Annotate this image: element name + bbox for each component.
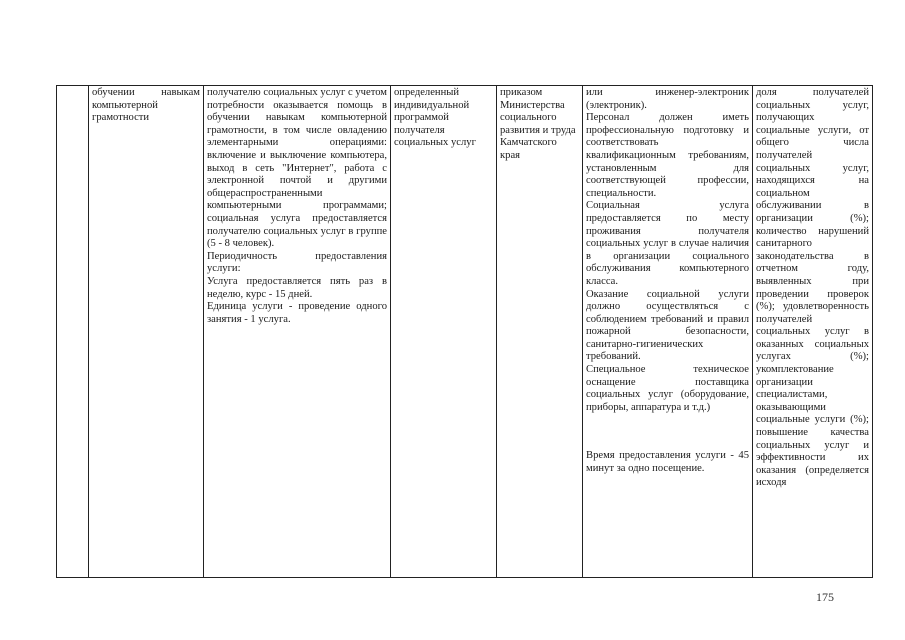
quality-indicators-cell: [753, 86, 873, 578]
conditions-paragraph: Оказание социальной услуги должно осуществляться с соблюдением требований и правил пожарной безопасности, санитарно-гигиенических требований.: [586, 288, 749, 363]
conditions-cell: [583, 86, 753, 578]
services-table: [56, 85, 873, 578]
service-volume-cell: [391, 86, 497, 578]
quality-indicators-text: доля получателей социальных услуг, получающих социальные услуги, от общего числа получателей социальных услуг, находящихся на социальном обслуживании в организации (%); количество нарушений санитарного законодательства в отчетном году, выявленных при проведении проверок (%); удовлетворенность получателей социальных услуг в оказанных социальных услугах (%); укомплектование организации специалистами, оказывающими социальные услуги (%); повышение качества социальных услуг и эффективности их оказания (определяется исходя: [756, 87, 869, 489]
table-row: [57, 86, 873, 578]
tariff-cell: [497, 86, 583, 578]
conditions-paragraph: Социальная услуга предоставляется по месту проживания получателя социальных услуг в случае наличия в организации социального обслуживания компьютерного класса.: [586, 200, 749, 287]
description-paragraph: получателю социальных услуг с учетом потребности оказывается помощь в обучении навыкам компьютерной грамотности, в том числе овладению элементарными операциями: включение и выключение компьютера, выход в сеть "Интернет", работа с электронной почтой и другими общераспространенными компьютерными программами; социальная услуга предоставляется получателю социальных услуг в группе (5 - 8 человек).: [207, 87, 387, 250]
conditions-paragraph: Персонал должен иметь профессиональную подготовку и соответствовать квалификационным требованиям, установленным для соответствующей профессии, специальности.: [586, 112, 749, 199]
conditions-paragraph: Специальное техническое оснащение поставщика социальных услуг (оборудование, приборы, аппаратура и т.д.): [586, 364, 749, 413]
service-volume-text: определенный индивидуальной программой получателя социальных услуг: [394, 87, 476, 149]
index-cell: [57, 86, 89, 578]
periodicity-heading: Периодичность предоставления услуги:: [207, 250, 387, 275]
page-number: 175: [816, 590, 834, 604]
service-unit-text: Единица услуги - проведение одного занятия - 1 услуга.: [207, 301, 387, 325]
blank-space: [586, 414, 749, 450]
service-name-cell: [89, 86, 204, 578]
service-name-text: обучении навыкам компьютерной грамотности: [92, 87, 200, 124]
service-description-cell: [204, 86, 391, 578]
periodicity-text: Услуга предоставляется пять раз в неделю, курс - 15 дней.: [207, 275, 387, 300]
service-time-text: Время предоставления услуги - 45 минут за одно посещение.: [586, 450, 749, 475]
conditions-paragraph: или инженер-электроник (электроник).: [586, 87, 749, 111]
tariff-text: приказом Министерства социального развития и труда Камчатского края: [500, 87, 576, 161]
